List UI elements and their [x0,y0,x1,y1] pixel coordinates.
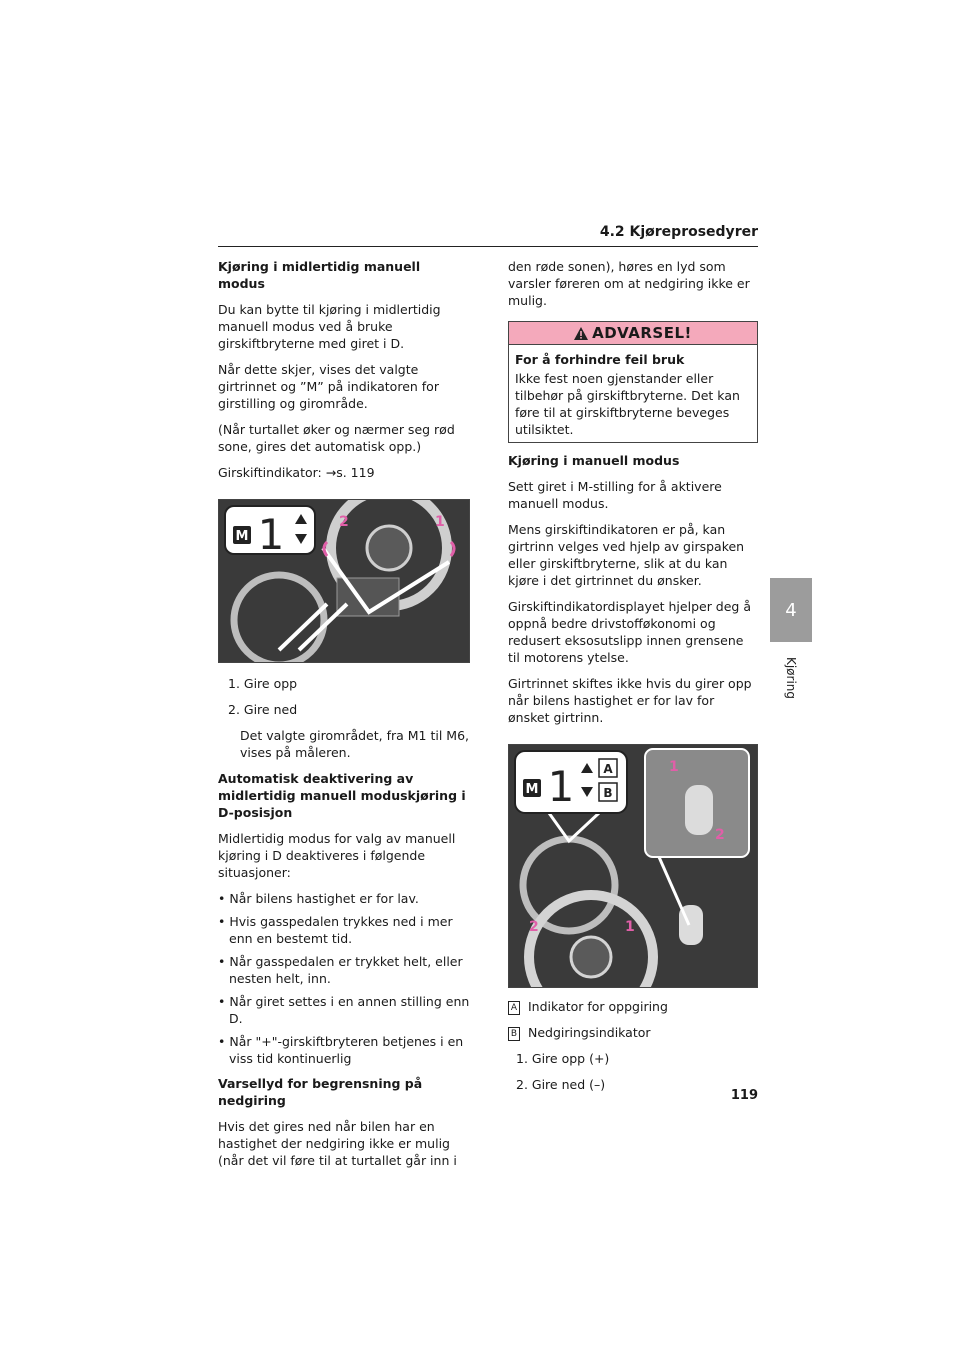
list-item-downshift: 2. Gire ned (–) [516,1077,606,1092]
paragraph: Midlertidig modus for valg av manuell kjøring i D deaktiveres i følgende situasjoner: [218,831,456,880]
paddle-shifter-figure [218,499,470,663]
list-item: • Når "+"-girskiftbryteren betjenes i en viss tid kontinuerlig [218,1034,464,1066]
chapter-tab-label: Kjøring [784,656,799,700]
m-mode-letter: M [235,529,249,544]
paddle-label-down: 2 [529,919,539,935]
gear-number: 1 [257,510,285,559]
chapter-tab: 4 [770,578,812,642]
list-item: • Når bilens hastighet er for lav. [218,891,419,906]
manual-mode-figure [508,744,758,988]
warning-box [508,321,758,443]
paragraph: (Når turtallet øker og nærmer seg rød sone, gires det automatisk opp.) [218,422,455,454]
svg-text:M: M [525,782,539,797]
paragraph: Når dette skjer, vises det valgte girtrinnet og ”M” på indikatoren for girstilling og girområde. [218,362,439,411]
heading-warning-sound: Varsellyd for begrensning på nedgiring [218,1076,423,1108]
paragraph: Girskiftindikatordisplayet hjelper deg å oppnå bedre drivstofføkonomi og redusert eksosutslipp innen grensene til motorens ytelse. [508,599,751,665]
list-item-upshift: 1. Gire opp (+) [516,1051,610,1066]
label-up: 1 [435,514,445,530]
paragraph: Du kan bytte til kjøring i midlertidig manuell modus ved å bruke girskiftbryterne med giret i D. [218,302,441,351]
legend-key-a: A [508,1001,520,1015]
list-item-downshift: 2. Gire ned [228,702,298,717]
gear-number: 1 [547,762,575,811]
heading-auto-deactivation: Automatisk deaktivering av midlertidig manuell moduskjøring i D-posisjon [218,771,466,820]
list-item: • Når giret settes i en annen stilling enn D. [218,994,470,1026]
warning-title: ADVARSEL! [592,323,692,342]
label-down: 2 [339,514,349,530]
lever-label-up: 1 [669,759,679,775]
page-number: 119 [730,1088,758,1103]
legend-key-b: B [508,1027,520,1041]
manual-mode-illustration [509,745,757,987]
paragraph: Girtrinnet skiftes ikke hvis du girer opp når bilens hastighet er for lav for ønsket girtrinn. [508,676,752,725]
warning-triangle-icon [574,327,588,340]
heading-manual-mode: Kjøring i manuell modus [508,453,680,468]
paragraph: Sett giret i M-stilling for å aktivere manuell modus. [508,479,722,511]
paragraph: Hvis det gires ned når bilen har en hastighet der nedgiring ikke er mulig (når det vil føre til at turtallet går inn i [218,1119,457,1168]
paragraph: Mens girskiftindikatoren er på, kan girtrinn velges ved hjelp av girspaken eller girskiftbryterne, slik at du kan kjøre i det girtrinnet du ønsker. [508,522,745,588]
svg-text:A: A [603,762,613,776]
warning-subtitle: For å forhindre feil bruk [515,352,685,367]
paragraph-reference: Girskiftindikator: →s. 119 [218,465,375,480]
list-item: • Når gasspedalen er trykket helt, eller nesten helt, inn. [218,954,463,986]
paddle-shifter-illustration [219,500,469,662]
right-column [508,258,758,1102]
lever-label-down: 2 [715,827,725,843]
left-column [218,258,470,1178]
paragraph: den røde sonen), høres en lyd som varsler føreren om at nedgiring ikke er mulig. [508,259,750,308]
svg-text:B: B [603,786,613,800]
downshift-detail: Det valgte girområdet, fra M1 til M6, vises på måleren. [240,728,470,760]
gear-lever [685,785,713,835]
heading-temporary-manual: Kjøring i midlertidig manuell modus [218,259,421,291]
legend-b: B Nedgiringsindikator [508,1024,758,1041]
paddle-label-up: 1 [625,919,635,935]
warning-header [509,322,757,345]
list-item: • Hvis gasspedalen trykkes ned i mer enn en bestemt tid. [218,914,453,946]
warning-text: Ikke fest noen gjenstander eller tilbehør på girskiftbryterne. Det kan føre til at girskiftbryterne beveges utilsiktet. [515,371,740,437]
deactivation-list [218,890,470,1067]
legend-a: A Indikator for oppgiring [508,998,758,1015]
list-item-upshift: 1. Gire opp [228,676,298,691]
section-header: 4.2 Kjøreprosedyrer [218,224,758,247]
